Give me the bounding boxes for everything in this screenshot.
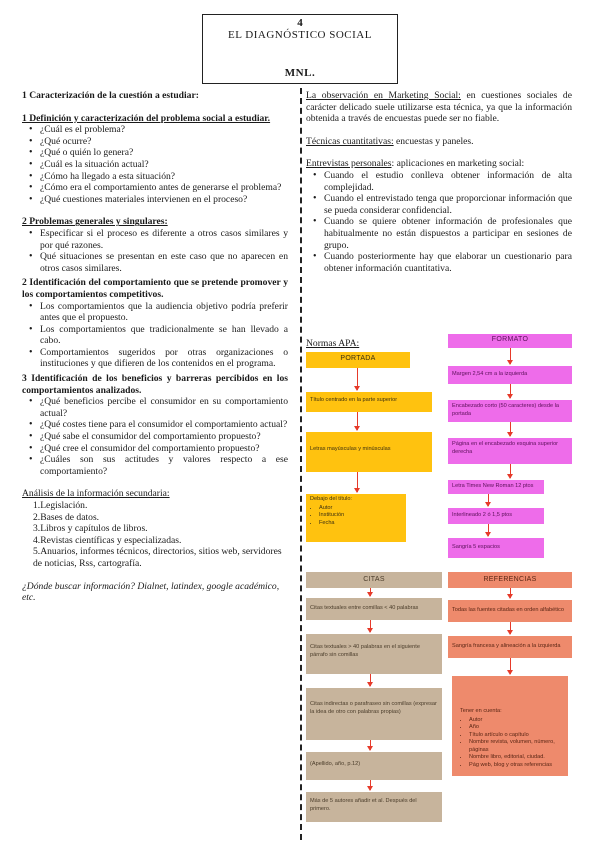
- citas-item: Citas textuales entre comillas < 40 palabras: [306, 598, 442, 620]
- apa-label: Normas APA:: [306, 338, 360, 349]
- list-item: • ¿Qué cuestiones materiales intervienen en el proceso?: [40, 194, 288, 206]
- list-item: • Año: [469, 724, 564, 732]
- list-item: • ¿Cómo era el comportamiento antes de generarse el problema?: [40, 182, 288, 194]
- techniques-label: Técnicas cuantitativas:: [306, 135, 394, 147]
- referencias-item: Sangría francesa y alineación a la izquierda: [448, 636, 572, 658]
- section2-subheading: 2 Problemas generales y singulares:: [22, 216, 168, 228]
- list-item: • Autor: [469, 717, 564, 725]
- section5-heading: Análisis de la información secundaria:: [22, 488, 170, 500]
- section1-heading: 1 Caracterización de la cuestión a estudiar:: [22, 90, 199, 101]
- list-item: 3.Libros y capítulos de libros.: [33, 523, 148, 535]
- column-divider: [300, 88, 302, 840]
- left-column: [22, 90, 288, 604]
- list-item: • Título artículo o capítulo: [469, 732, 564, 740]
- list-item: • Cuando se quiere obtener información de profesionales que habitualmente no están dispuestos a participar en sesiones de grupo.: [324, 216, 572, 251]
- arrow: [370, 674, 371, 686]
- arrow: [510, 464, 511, 478]
- arrow: [370, 620, 371, 632]
- benefits-barriers-list: [22, 396, 288, 477]
- problem-questions-list: [22, 124, 288, 205]
- list-item: • Qué situaciones se presentan en este caso que no aparecen en otros casos similares.: [40, 251, 288, 274]
- arrow: [357, 412, 358, 430]
- formato-item: Letra Times New Roman 12 ptos: [448, 480, 544, 494]
- arrow: [510, 348, 511, 364]
- section3-heading: 2 Identificación del comportamiento que se pretende promover y los comportamientos competitivos.: [22, 277, 288, 300]
- formato-item: Margen 2,54 cm a la izquierda: [448, 366, 572, 384]
- interviews-text: : aplicaciones en marketing social:: [391, 158, 525, 170]
- list-item: • ¿Qué beneficios percibe el consumidor en su comportamiento actual?: [40, 396, 288, 419]
- list-item: • Los comportamientos que la audiencia objetivo podría preferir antes que el propuesto.: [40, 301, 288, 324]
- arrow: [510, 588, 511, 598]
- list-item: • ¿Qué o quién lo genera?: [40, 147, 288, 159]
- interviews-list: [306, 170, 572, 274]
- list-item: • ¿Cuál es la situación actual?: [40, 159, 288, 171]
- arrow: [510, 422, 511, 436]
- interviews-paragraph: [306, 158, 572, 170]
- right-column: [306, 90, 572, 274]
- citas-item: Más de 5 autores añadir et al. Después del primero.: [306, 792, 442, 822]
- list-item: • ¿Cuál es el problema?: [40, 124, 288, 136]
- list-item: • Nombre libro, editorial, ciudad.: [469, 754, 564, 762]
- list-item: • ¿Qué sabe el consumidor del comportamiento propuesto?: [40, 431, 288, 443]
- arrow: [488, 494, 489, 506]
- title-box: [202, 14, 398, 84]
- formato-item: Sangría 5 espacios: [448, 538, 544, 558]
- observation-label: La observación en Marketing Social:: [306, 90, 461, 101]
- portada-item: Título centrado en la parte superior: [306, 392, 432, 412]
- portada-debajo-label: Debajo del título:: [310, 496, 352, 502]
- list-item: • Cuando el entrevistado tenga que proporcionar información que se pueda considerar confidencial.: [324, 193, 572, 216]
- list-item: • Especificar si el proceso es diferente a otros casos similares y por qué razones.: [40, 228, 288, 251]
- referencias-tener-box: [452, 676, 568, 776]
- arrow: [370, 780, 371, 790]
- referencias-tener-label: Tener en cuenta:: [460, 708, 502, 714]
- list-item: • Los comportamientos que tradicionalmente se han llevado a cabo.: [40, 324, 288, 347]
- list-item: 2.Bases de datos.: [33, 511, 100, 523]
- list-item: • Nombre revista, volumen, número, páginas: [469, 739, 564, 754]
- citas-item: (Apellido, año, p.12): [306, 752, 442, 780]
- behaviors-list: [22, 301, 288, 371]
- secondary-info-list: [22, 500, 288, 570]
- techniques-paragraph: [306, 136, 572, 148]
- arrow: [510, 658, 511, 674]
- arrow: [357, 368, 358, 390]
- list-item: • ¿Cuáles son sus actitudes y valores respecto a ese comportamiento?: [40, 454, 288, 477]
- observation-paragraph: [306, 90, 572, 125]
- list-item: • Cuando posteriormente hay que elaborar un cuestionario para obtener información cuantitativa.: [324, 251, 572, 274]
- arrow: [510, 384, 511, 398]
- portada-debajo-box: [306, 494, 406, 542]
- arrow: [370, 588, 371, 596]
- referencias-item: Todas las fuentes citadas en orden alfabético: [448, 600, 572, 622]
- general-problems-list: [22, 228, 288, 274]
- list-item: • Comportamientos sugeridos por otras organizaciones o instituciones y que difieren de los contenidos en el programa.: [40, 347, 288, 370]
- list-item: • ¿Qué cree el consumidor del comportamiento propuesto?: [40, 443, 288, 455]
- list-item: • Pág web, blog y otras referencias: [469, 762, 564, 770]
- page-title: EL DIAGNÓSTICO SOCIAL: [228, 29, 372, 41]
- arrow: [370, 740, 371, 750]
- citas-item: Citas indirectas o parafraseo sin comillas (expresar la idea de otro con palabras propias): [306, 688, 442, 740]
- author-initials: MNL.: [284, 67, 316, 79]
- interviews-label: Entrevistas personales: [306, 158, 392, 170]
- arrow: [357, 472, 358, 492]
- list-item: • Fecha: [319, 520, 402, 528]
- list-item: 1.Legislación.: [33, 500, 88, 511]
- list-item: 4.Revistas científicas y especializadas.: [33, 534, 182, 546]
- referencias-tener-list: [460, 717, 564, 770]
- list-item: • Autor: [319, 505, 402, 513]
- list-item: • ¿Cómo ha llegado a esta situación?: [40, 171, 288, 183]
- closing-note: ¿Dónde buscar información? Dialnet, latindex, google académico, etc.: [22, 580, 280, 604]
- observation-text: en cuestiones sociales de carácter delicado suele utilizarse esta técnica, ya que la información obtenida a través de encuestas puede ser no fiable.: [306, 90, 572, 125]
- techniques-text: encuestas y paneles.: [393, 135, 474, 147]
- section4-heading: 3 Identificación de los beneficios y barreras percibidos en los comportamientos analizados.: [22, 373, 288, 396]
- list-item: • ¿Qué costes tiene para el consumidor el comportamiento actual?: [40, 419, 288, 431]
- list-item: • Institución: [319, 512, 402, 520]
- portada-header: PORTADA: [306, 352, 410, 368]
- page-number: 4: [297, 17, 303, 29]
- list-item: 5.Anuarios, informes técnicos, directorios, sitios web, servidores de noticias, Rss, cartografía.: [33, 546, 282, 569]
- section1-subheading: 1 Definición y caracterización del problema social a estudiar.: [22, 112, 271, 124]
- formato-header: FORMATO: [448, 334, 572, 348]
- formato-item: Encabezado corto (50 caracteres) desde la portada: [448, 400, 572, 422]
- arrow: [510, 622, 511, 634]
- referencias-header: REFERENCIAS: [448, 572, 572, 588]
- formato-item: Página en el encabezado esquina superior derecha: [448, 438, 572, 464]
- formato-item: Interlineado 2 ó 1,5 ptos: [448, 508, 544, 524]
- list-item: • ¿Qué ocurre?: [40, 136, 288, 148]
- citas-item: Citas textuales > 40 palabras en el siguiente párrafo sin comillas: [306, 634, 442, 674]
- portada-debajo-list: [310, 505, 402, 528]
- citas-header: CITAS: [306, 572, 442, 588]
- list-item: • Cuando el estudio conlleva obtener información de alta complejidad.: [324, 170, 572, 193]
- arrow: [488, 524, 489, 536]
- portada-item: Letras mayúsculas y minúsculas: [306, 432, 432, 472]
